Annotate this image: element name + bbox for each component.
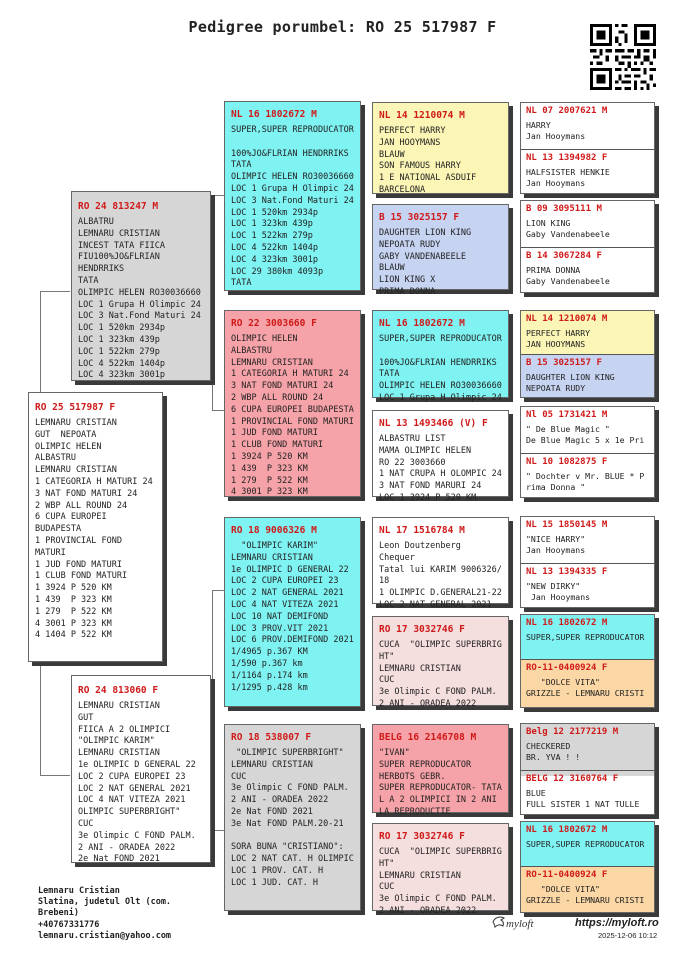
- card-details: OLIMPIC HELEN ALBASTRU LEMNARU CRISTIAN 1 CATEGORIA H MATURI 24 3 NAT FOND MATURI 24 2 WBP ALL ROUND 24 6 CUPA EUROPEI BUDAPESTA 1 PROVINCIAL FOND MATURI 1 JUD FOND MATURI 1 CLUB FOND MATURI 1 3924 P 520 KM 1 439 P 323 KM 1 279 P 522 KM 4 3001 P 323 KM: [231, 334, 354, 498]
- owner-phone: +40767331776: [38, 919, 100, 930]
- pedigree-pair-7: [520, 723, 655, 815]
- pedigree-card-g4-4[interactable]: [521, 248, 654, 292]
- card-details: SUPER,SUPER REPRODUCATOR 100%JO&FLRIAN HENDRRIKS TATA OLIMPIC HELEN RO30036660 LOC 1 Grupa H Olimpic 24 LOC 3 Nat.Fond Maturi 24 LOC 1 520km 2934p LOC 1 323km 439p LOC 1 522km 279p LOC 4 522km 1404p LOC 4 323km 3001p LOC 29 380km 4093p TATA: [231, 125, 354, 289]
- ring-number: RO 24 813247 M: [78, 201, 159, 212]
- pedigree-card-g3-1[interactable]: [372, 102, 509, 194]
- card-details: CUCA "OLIMPIC SUPERBRIG HT" LEMNARU CRISTIAN CUC 3e Olimpic C FOND PALM. 2 ANI - ORADEA 2022: [379, 847, 502, 916]
- pedigree-card-g3-3[interactable]: [372, 310, 509, 403]
- card-details: DAUGHTER LION KING NEPOATA RUDY: [526, 372, 615, 394]
- ring-number: B 15 3025157 F: [379, 212, 460, 223]
- pedigree-card-g3-8[interactable]: [372, 823, 509, 916]
- pedigree-card-g4-12[interactable]: [521, 660, 654, 707]
- pedigree-pair-6: [520, 614, 655, 708]
- pedigree-card-g4-3[interactable]: [521, 201, 654, 253]
- card-details: "DOLCE VITA" GRIZZLE - LEMNARU CRISTI: [526, 677, 645, 699]
- ring-number: NL 14 1210074 M: [526, 314, 608, 324]
- ring-number: RO 18 538007 F: [231, 732, 312, 743]
- card-details: DAUGHTER LION KING NEPOATA RUDY GABY VANDENABEELE BLAUW LION KING X PRIMA DONNA: [379, 228, 472, 297]
- ring-number: NL 16 1802672 M: [231, 109, 317, 120]
- pedigree-card-g4-10[interactable]: [521, 564, 654, 607]
- card-details: PERFECT HARRY JAN HOOYMANS BLAUW SON FAMOUS HARRY 1 E NATIONAL ASDUIF BARCELONA: [379, 126, 477, 195]
- ring-number: NL 16 1802672 M: [526, 825, 608, 835]
- pigeon-logo-icon: [491, 914, 507, 930]
- ring-number: RO 17 3032746 F: [379, 624, 465, 635]
- ring-number: NL 13 1394982 F: [526, 153, 608, 163]
- owner-info: [38, 886, 171, 942]
- pedigree-pair-2: [520, 200, 655, 293]
- card-details: "OLIMPIC SUPERBRIGHT" LEMNARU CRISTIAN CUC 3e Olimpic C FOND PALM. 2 ANI - ORADEA 2022 2e Nat FOND 2021 3e Nat FOND PALM.20-21 SORA BUNA "CRISTIANO": LOC 2 NAT CAT. H OLIMPIC LOC 1 PROV. CAT. H LOC 1 JUD. CAT. H: [231, 748, 354, 888]
- card-details: HALFSISTER HENKIE Jan Hooymans: [526, 167, 610, 189]
- pedigree-card-sire-dam[interactable]: [224, 310, 361, 497]
- card-details: CUCA "OLIMPIC SUPERBRIG HT" LEMNARU CRISTIAN CUC 3e Olimpic C FOND PALM. 2 ANI - ORADEA 2022: [379, 640, 502, 709]
- card-details: SUPER,SUPER REPRODUCATOR 100%JO&FLRIAN HENDRRIKS TATA OLIMPIC HELEN RO30036660 LOC 1 Grupa H Olimpic 24: [379, 334, 502, 403]
- pedigree-card-g4-2[interactable]: [521, 150, 654, 193]
- ring-number: Belg 12 2177219 M: [526, 727, 619, 737]
- pedigree-card-g4-7[interactable]: [521, 407, 654, 459]
- ring-number: NL 15 1850145 M: [526, 520, 608, 530]
- connector-sire: [40, 291, 41, 397]
- pedigree-card-dam-sire[interactable]: [224, 517, 361, 707]
- card-details: LION KING Gaby Vandenabeele: [526, 218, 610, 240]
- pedigree-pair-1: [520, 102, 655, 194]
- pedigree-card-g3-4[interactable]: [372, 410, 509, 503]
- pedigree-card-g4-9[interactable]: [521, 517, 654, 569]
- card-details: SUPER,SUPER REPRODUCATOR: [526, 839, 645, 849]
- card-details: LEMNARU CRISTIAN GUT NEPOATA OLIMPIC HELEN ALBASTRU LEMNARU CRISTIAN 1 CATEGORIA H MATURI 24 3 NAT FOND MATURI 24 2 WBP ALL ROUND 24 6 CUPA EUROPEI BUDAPESTA 1 PROVINCIAL FOND MATURI 1 JUD FOND MATURI 1 CLUB FOND MATURI 1 3924 P 520 KM 1 439 P 323 KM 1 279 P 522 KM 4 3001 P 323 KM 4 1404 P 522 KM: [35, 418, 153, 641]
- qr-code: [590, 24, 656, 90]
- pedigree-card-g4-1[interactable]: [521, 103, 654, 155]
- ring-number: NL 13 1394335 F: [526, 567, 608, 577]
- card-details: ALBASTRU LIST MAMA OLIMPIC HELEN RO 22 3003660 1 NAT CRUPA H OLOMPIC 24 3 NAT FOND MARURI 24 LOC 1 3924 P 520 KM: [379, 434, 502, 503]
- ring-number: RO 18 9006326 M: [231, 525, 317, 536]
- pedigree-card-g4-6[interactable]: [521, 355, 654, 397]
- pedigree-card-g3-6[interactable]: [372, 616, 509, 709]
- card-details: " De Blue Magic " De Blue Magic 5 x 1e Pri: [526, 424, 645, 446]
- brand-logo: myloft: [506, 918, 534, 930]
- card-details: "OLIMPIC KARIM" LEMNARU CRISTIAN 1e OLIMPIC D GENERAL 22 LOC 2 CUPA EUROPEI 23 LOC 2 NAT GENERAL 2021 LOC 4 NAT VITEZA 2021 LOC 10 NAT DEMIFOND LOC 3 PROV.VIT 2021 LOC 6 PROV.DEMIFOND 2021 1/4965 p.367 KM 1/590 p.367 km 1/1164 p.174 km 1/1295 p.428 km: [231, 541, 354, 693]
- card-details: " Dochter v Mr. BLUE * P rima Donna ": [526, 471, 645, 493]
- ring-number: RO-11-0400924 F: [526, 663, 608, 673]
- pedigree-card-g4-14[interactable]: [521, 771, 654, 814]
- card-details: Leon Doutzenberg Chequer Tatal lui KARIM 9006326/ 18 1 OLIMPIC D.GENERAL21-22 LOC 2 NAT GENERAL 2021: [379, 541, 502, 610]
- ring-number: NL 13 1493466 (V) F: [379, 418, 488, 429]
- connector-dam-h: [40, 775, 70, 776]
- pedigree-card-sire[interactable]: [71, 191, 211, 381]
- connector-sire-parents-h1: [212, 195, 224, 196]
- pedigree-card-g3-2[interactable]: [372, 204, 509, 297]
- card-details: "NICE HARRY" Jan Hooymans: [526, 534, 586, 556]
- pedigree-card-g4-8[interactable]: [521, 454, 654, 497]
- pedigree-card-g4-15[interactable]: [521, 822, 654, 872]
- connector-sire-h: [40, 291, 70, 292]
- owner-address-line1: Slatina, judetul Olt (com.: [38, 897, 172, 908]
- pedigree-card-g3-5[interactable]: [372, 517, 509, 610]
- card-details: LEMNARU CRISTIAN GUT FIICA A 2 OLIMPICI "OLIMPIC KARIM" LEMNARU CRISTIAN 1e OLIMPIC D GENERAL 22 LOC 2 CUPA EUROPEI 23 LOC 2 NAT GENERAL 2021 LOC 4 NAT VITEZA 2021 OLIMPIC SUPERBRIGHT" CUC 3e Olimpic C FOND PALM. 2 ANI - ORADEA 2022 2e Nat FOND 2021: [78, 701, 196, 865]
- card-details: HARRY Jan Hooymans: [526, 120, 586, 142]
- connector-dam-parents-h1: [212, 590, 224, 591]
- pedigree-pair-4: [520, 406, 655, 498]
- print-timestamp: 2025-12-06 10:12: [598, 931, 658, 940]
- ring-number: BELG 16 2146708 M: [379, 732, 477, 743]
- ring-number: NL 16 1802672 M: [379, 318, 465, 329]
- ring-number: NL 16 1802672 M: [526, 618, 608, 628]
- card-details: CHECKERED BR. YVA ! !: [526, 741, 581, 763]
- ring-number: RO 25 517987 F: [35, 402, 116, 413]
- card-details: SUPER,SUPER REPRODUCATOR: [526, 632, 645, 642]
- ring-number: RO 22 3003660 F: [231, 318, 317, 329]
- connector-sire-parents: [212, 195, 213, 410]
- card-details: PERFECT HARRY JAN HOOYMANS: [526, 328, 591, 350]
- card-details: ALBATRU LEMNARU CRISTIAN INCEST TATA FIICA FIU100%JO&FLRIAN HENDRRIKS TATA OLIMPIC HELEN RO30036660 LOC 1 Grupa H Olimpic 24 LOC 3 Nat.Fond Maturi 24 LOC 1 520km 2934p LOC 1 323km 439p LOC 1 522km 279p LOC 4 522km 1404p LOC 4 323km 3001p: [78, 217, 201, 381]
- ring-number: NL 14 1210074 M: [379, 110, 465, 121]
- pedigree-card-sire-sire[interactable]: [224, 101, 361, 291]
- connector-dam-parents-h2: [212, 830, 224, 831]
- ring-number: BELG 12 3160764 F: [526, 774, 619, 784]
- ring-number: NL 17 1516784 M: [379, 525, 465, 536]
- card-details: BLUE FULL SISTER 1 NAT TULLE: [526, 788, 640, 810]
- pedigree-card-g4-13[interactable]: [521, 724, 654, 776]
- pedigree-pair-3: [520, 310, 655, 398]
- pedigree-pair-8: [520, 821, 655, 913]
- owner-email[interactable]: lemnaru.cristian@yahoo.com: [38, 930, 172, 941]
- pedigree-card-g4-16[interactable]: [521, 867, 654, 912]
- pedigree-card-g3-7[interactable]: [372, 724, 509, 817]
- ring-number: B 09 3095111 M: [526, 204, 602, 214]
- ring-number: NL 07 2007621 M: [526, 106, 608, 116]
- ring-number: RO 24 813060 F: [78, 685, 159, 696]
- pedigree-card-dam[interactable]: [71, 675, 211, 863]
- ring-number: B 15 3025157 F: [526, 358, 602, 368]
- pedigree-card-g4-5[interactable]: [521, 311, 654, 360]
- card-details: "IVAN" SUPER REPRODUCATOR HERBOTS GEBR. SUPER REPRODUCATOR- TATA L A 2 OLIMPICI IN 2 ANI LA REPRODUCTIE: [379, 748, 502, 817]
- ring-number: RO 17 3032746 F: [379, 831, 465, 842]
- ring-number: B 14 3067284 F: [526, 251, 602, 261]
- card-details: "DOLCE VITA" GRIZZLE - LEMNARU CRISTI: [526, 884, 645, 906]
- owner-name: Lemnaru Cristian: [38, 886, 120, 896]
- site-link[interactable]: https://myloft.ro: [575, 917, 659, 929]
- ring-number: Nl 05 1731421 M: [526, 410, 608, 420]
- pedigree-card-dam-dam[interactable]: [224, 724, 361, 911]
- card-details: PRIMA DONNA Gaby Vandenabeele: [526, 265, 610, 287]
- connector-sire-parents-h2: [212, 410, 224, 411]
- pedigree-card-g4-11[interactable]: [521, 615, 654, 665]
- pedigree-pair-5: [520, 516, 655, 608]
- connector-dam-parents: [212, 590, 213, 830]
- page-title: Pedigree porumbel: RO 25 517987 F: [188, 18, 497, 36]
- pedigree-card-subject[interactable]: [28, 392, 163, 662]
- owner-address-line2: Brebeni): [38, 908, 79, 919]
- connector-dam: [40, 660, 41, 775]
- ring-number: NL 10 1082875 F: [526, 457, 608, 467]
- card-details: "NEW DIRKY" Jan Hooymans: [526, 581, 591, 603]
- ring-number: RO-11-0400924 F: [526, 870, 608, 880]
